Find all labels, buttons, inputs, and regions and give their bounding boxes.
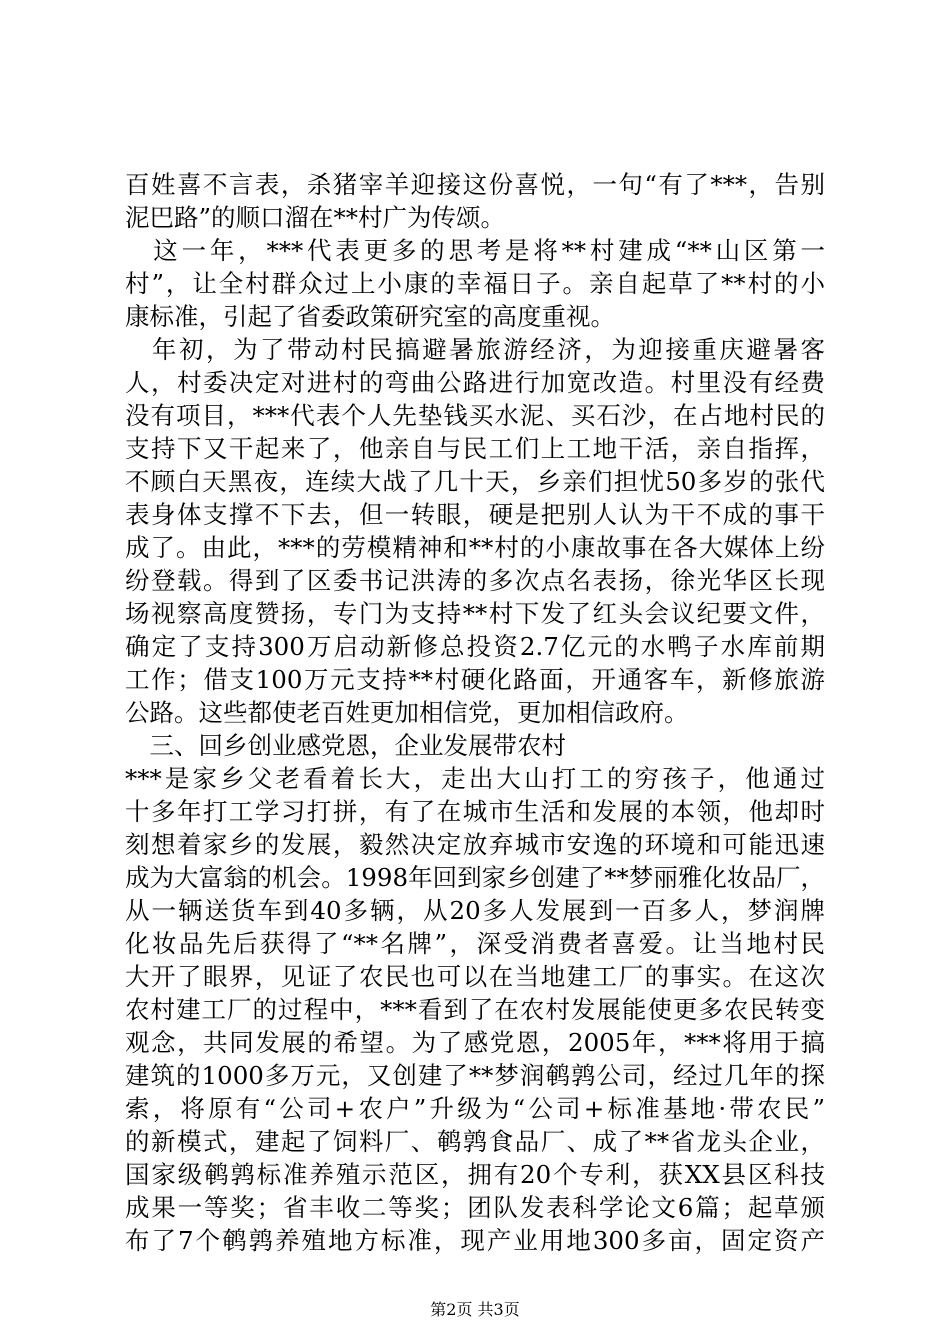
text-line: 的新模式，建起了饲料厂、鹌鹑食品厂、成了**省龙头企业， bbox=[125, 1127, 825, 1156]
text-line: 场视察高度赞扬，专门为支持**村下发了红头会议纪要文件， bbox=[125, 599, 825, 628]
text-line: ***是家乡父老看着长大，走出大山打工的穷孩子，他通过 bbox=[125, 764, 825, 793]
text-line: 国家级鹌鹑标准养殖示范区，拥有20个专利，获XX县区科技 bbox=[125, 1160, 825, 1189]
text-line: 十多年打工学习打拼，有了在城市生活和发展的本领，他却时 bbox=[125, 797, 825, 826]
text-line: 年初，为了带动村民搞避暑旅游经济，为迎接重庆避暑客 bbox=[125, 335, 825, 364]
text-line: 成果一等奖；省丰收二等奖；团队发表科学论文6篇；起草颁 bbox=[125, 1193, 825, 1222]
text-line: 表身体支撑不下去，但一转眼，硬是把别人认为干不成的事干 bbox=[125, 500, 825, 529]
text-line: 不顾白天黑夜，连续大战了几十天，乡亲们担忧50多岁的张代 bbox=[125, 467, 825, 496]
text-line: 建筑的1000多万元，又创建了**梦润鹌鹑公司，经过几年的探 bbox=[125, 1061, 825, 1090]
text-line: 化妆品先后获得了“**名牌”，深受消费者喜爱。让当地村民 bbox=[125, 929, 825, 958]
text-line: 工作；借支100万元支持**村硬化路面，开通客车，新修旅游 bbox=[125, 665, 825, 694]
text-line: 人，村委决定对进村的弯曲公路进行加宽改造。村里没有经费 bbox=[125, 368, 825, 397]
text-line: 村”，让全村群众过上小康的幸福日子。亲自起草了**村的小 bbox=[125, 269, 825, 298]
text-line: 农村建工厂的过程中，***看到了在农村发展能使更多农民转变 bbox=[125, 995, 825, 1024]
text-line: 没有项目，***代表个人先垫钱买水泥、买石沙，在占地村民的 bbox=[125, 401, 825, 430]
section-heading: 三、回乡创业感党恩，企业发展带农村 bbox=[125, 731, 566, 760]
text-line: 成了。由此，***的劳模精神和**村的小康故事在各大媒体上纷 bbox=[125, 533, 825, 562]
text-line: 布了7个鹌鹑养殖地方标准，现产业用地300多亩，固定资产 bbox=[125, 1226, 825, 1255]
text-line: 支持下又干起来了，他亲自与民工们上工地干活，亲自指挥， bbox=[125, 434, 825, 463]
text-line: 泥巴路”的顺口溜在**村广为传颂。 bbox=[125, 203, 506, 232]
text-line: 成为大富翁的机会。1998年回到家乡创建了**梦丽雅化妆品厂， bbox=[125, 863, 825, 892]
text-line: 从一辆送货车到40多辆，从20多人发展到一百多人，梦润牌 bbox=[125, 896, 825, 925]
text-line: 公路。这些都使老百姓更加相信党，更加相信政府。 bbox=[125, 698, 689, 727]
text-line: 索，将原有“公司+农户”升级为“公司+标准基地·带农民” bbox=[125, 1094, 825, 1123]
text-line: 纷登载。得到了区委书记洪涛的多次点名表扬，徐光华区长现 bbox=[125, 566, 825, 595]
page-number-footer: 第2页 共3页 bbox=[430, 1300, 520, 1319]
text-line: 大开了眼界，见证了农民也可以在当地建工厂的事实。在这次 bbox=[125, 962, 825, 991]
text-line: 康标准，引起了省委政策研究室的高度重视。 bbox=[125, 302, 615, 331]
text-line: 刻想着家乡的发展，毅然决定放弃城市安逸的环境和可能迅速 bbox=[125, 830, 825, 859]
text-line: 百姓喜不言表，杀猪宰羊迎接这份喜悦，一句“有了***，告别 bbox=[125, 170, 825, 199]
text-line: 确定了支持300万启动新修总投资2.7亿元的水鸭子水库前期 bbox=[125, 632, 825, 661]
text-line: 这一年，***代表更多的思考是将**村建成“**山区第一 bbox=[125, 236, 825, 265]
text-line: 观念，共同发展的希望。为了感党恩，2005年，***将用于搞 bbox=[125, 1028, 825, 1057]
